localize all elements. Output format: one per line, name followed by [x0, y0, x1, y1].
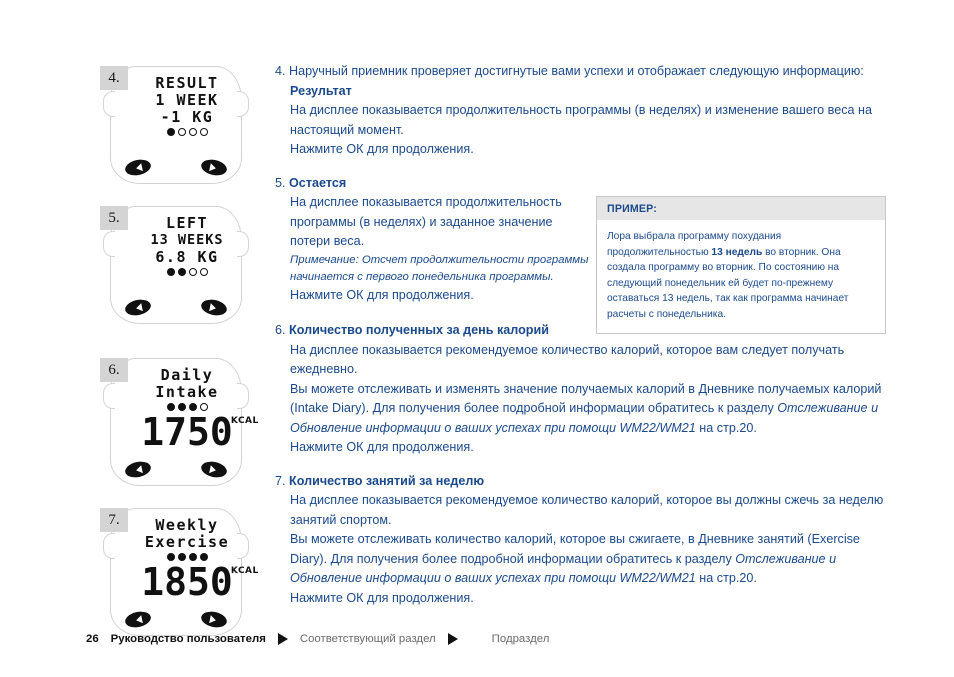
section-6-p2-part-b: на стр.20.: [695, 420, 757, 435]
lcd-line-3: -1 KG: [160, 108, 214, 126]
device-illustration-5: [100, 200, 250, 330]
step-badge-5: 5.: [100, 206, 128, 230]
section-7-p2-part-a: Вы можете отслеживать количество калорий, которое вы сжигаете, в Дневнике занятий (Exercise Diary). Для получения более подробной информации обратитесь к разделу: [290, 532, 860, 566]
lcd-big-value-6: [141, 410, 259, 454]
calorie-unit: KCAL: [230, 566, 259, 576]
step-badge-4: 4.: [100, 66, 128, 90]
device-button-left[interactable]: [124, 297, 153, 317]
section-7-paragraph-3: Нажмите ОК для продолжения.: [290, 590, 474, 605]
arrow-right-icon: [209, 615, 217, 624]
progress-dot: [200, 268, 208, 276]
lcd-line-1: Daily: [160, 366, 214, 384]
device-button-right[interactable]: [200, 297, 229, 317]
section-4: [275, 62, 895, 160]
section-7-paragraph-1: На дисплее показывается рекомендуемое количество калорий, которое вы должны сжечь за неделю занятий спортом.: [290, 493, 884, 527]
lcd-line-1: RESULT: [155, 74, 219, 92]
lcd-screen-5: [129, 215, 245, 276]
section-7-heading: [275, 472, 895, 492]
progress-dot: [178, 268, 186, 276]
section-5-heading-text: Остается: [289, 175, 347, 190]
footer-manual-title: Руководство пользователя: [110, 633, 266, 645]
chevron-right-icon: [278, 633, 288, 645]
footer-page-number: 26: [86, 633, 99, 645]
section-6-paragraph-1: На дисплее показывается рекомендуемое количество калорий, которое вам следует получать ежедневно.: [290, 342, 845, 376]
lcd-screen-6: [129, 366, 259, 454]
device-illustration-6: [100, 352, 259, 492]
device-button-left[interactable]: [124, 157, 153, 177]
section-6-number: 6.: [275, 323, 290, 337]
section-4-heading: Результат: [290, 83, 352, 98]
example-text-part-b: во вторник. Она создала программу во вторник. По состоянию на следующий понедельник ей будет по-прежнему оставаться 13 недель, так как программа начинает расчеты с понедельника.: [607, 246, 849, 320]
arrow-left-icon: [135, 615, 143, 624]
arrow-left-icon: [135, 303, 143, 312]
section-7-p2-italic-reference: Отслеживание и Обновление информации о ваших успехах при помощи WM22/WM21: [290, 551, 837, 585]
section-6-p2-italic-reference: Отслеживание и Обновление информации о ваших успехах при помощи WM22/WM21: [290, 401, 879, 435]
lcd-line-2: Intake: [155, 383, 219, 401]
lcd-big-value-7: [141, 560, 259, 604]
example-callout: [596, 196, 886, 334]
progress-dot: [167, 268, 175, 276]
section-7-heading-text: Количество занятий за неделю: [289, 473, 485, 488]
example-text-part-a: Лора выбрала программу похудания продолжительностью: [607, 231, 782, 258]
section-6-paragraph-3: Нажмите ОК для продолжения.: [290, 440, 474, 454]
arrow-right-icon: [209, 465, 217, 474]
device-body-6: [110, 358, 259, 486]
section-5-paragraph-2: Нажмите ОК для продолжения.: [290, 287, 474, 302]
example-text-bold: 13 недель: [711, 246, 763, 258]
section-7-paragraph-2: [275, 530, 895, 589]
lcd-line-3: 6.8 KG: [155, 248, 219, 266]
arrow-left-icon: [135, 163, 143, 172]
content-column: [275, 62, 895, 618]
progress-dot: [189, 268, 197, 276]
device-button-right[interactable]: [200, 609, 229, 629]
section-6-paragraph-2: [275, 380, 895, 439]
device-body-4: [110, 66, 242, 184]
progress-dots-4: [129, 128, 245, 136]
device-illustration-7: [100, 502, 259, 642]
calorie-unit: KCAL: [230, 416, 259, 426]
section-4-paragraph-2: Нажмите ОК для продолжения.: [290, 142, 474, 156]
section-5-heading: [275, 174, 895, 194]
calorie-value: 1850: [141, 560, 233, 604]
section-7: [275, 472, 895, 609]
device-button-right[interactable]: [200, 459, 229, 479]
lcd-line-1: Weekly: [155, 516, 219, 534]
example-callout-header: ПРИМЕР:: [597, 197, 885, 220]
device-illustration-column: [100, 60, 275, 652]
lcd-line-2: 1 WEEK: [155, 91, 219, 109]
progress-dots-5: [129, 268, 245, 276]
arrow-left-icon: [135, 465, 143, 474]
lcd-screen-7: [129, 516, 259, 604]
section-5-paragraph-1: На дисплее показывается продолжительность программы (в неделях) и заданное значение потери веса.: [290, 195, 562, 248]
page-footer: [86, 633, 886, 645]
footer-breadcrumb-subsection: Подраздел: [491, 633, 550, 645]
section-7-p2-part-b: на стр.20.: [695, 571, 757, 585]
device-button-left[interactable]: [124, 459, 153, 479]
section-5-note: Примечание: Отсчет продолжительности программы начинается с первого понедельника программы.: [290, 253, 589, 283]
section-7-number: 7.: [275, 473, 290, 488]
device-button-left[interactable]: [124, 609, 153, 629]
footer-breadcrumb-section: Соответствующий раздел: [299, 633, 436, 645]
section-5-number: 5.: [275, 175, 290, 190]
chevron-right-icon: [448, 633, 458, 645]
progress-dot: [200, 128, 208, 136]
device-body-7: [110, 508, 259, 636]
progress-dot: [178, 128, 186, 136]
arrow-right-icon: [209, 163, 217, 172]
section-4-lead: 4. Наручный приемник проверяет достигнутые вами успехи и отображает следующую информацию:: [275, 64, 864, 78]
section-6-p2-part-a: Вы можете отслеживать и изменять значение получаемых калорий в Дневнике получаемых калорий (Intake Diary). Для получения более подробной информации обратитесь к разделу: [290, 381, 882, 415]
progress-dot: [167, 128, 175, 136]
progress-dot: [189, 128, 197, 136]
section-4-paragraph-1: На дисплее показывается продолжительность программы (в неделях) и изменение вашего веса на настоящий момент.: [290, 103, 872, 137]
calorie-value: 1750: [141, 410, 233, 454]
step-badge-6: 6.: [100, 358, 128, 382]
device-body-5: [110, 206, 242, 324]
step-badge-7: 7.: [100, 508, 128, 532]
device-illustration-4: [100, 60, 250, 190]
lcd-screen-4: [129, 75, 245, 136]
example-callout-body: [597, 220, 885, 333]
lcd-line-2: 13 WEEKS: [150, 232, 224, 248]
lcd-line-1: LEFT: [165, 214, 209, 232]
section-6-heading-text: Количество полученных за день калорий: [289, 323, 549, 337]
arrow-right-icon: [209, 303, 217, 312]
section-6: [275, 321, 895, 458]
lcd-line-2: Exercise: [144, 533, 230, 551]
device-button-right[interactable]: [200, 157, 229, 177]
